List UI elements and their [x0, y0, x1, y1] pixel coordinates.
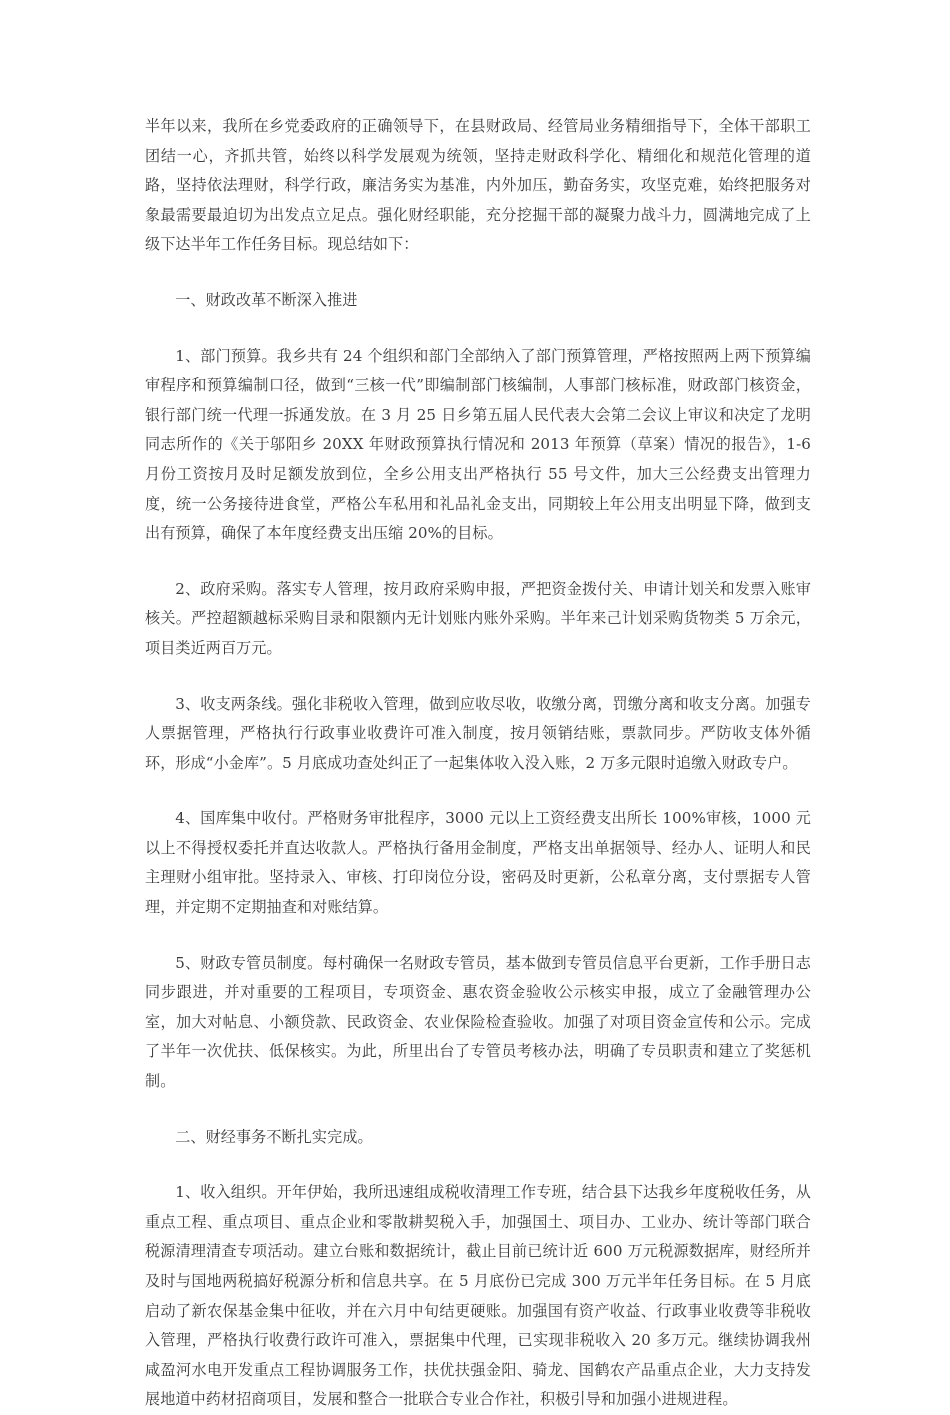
paragraph-item-1-5: 5、财政专管员制度。每村确保一名财政专管员，基本做到专管员信息平台更新，工作手册日志同步跟进，并对重要的工程项目，专项资金、惠农资金验收公示核实申报，成立了金融管理办公室，加大对帖息、小额贷款、民政资金、农业保险检查验收。加强了对项目资金宣传和公示。完成了半年一次优扶、低保核实。为此，所里出台了专管员考核办法，明确了专员职责和建立了奖惩机制。	[145, 953, 811, 1091]
paragraph-item-1-1: 1、部门预算。我乡共有 24 个组织和部门全部纳入了部门预算管理，严格按照两上两下预算编审程序和预算编制口径，做到“三核一代”即编制部门核编制，人事部门核标准，财政部门核资金，银行部门统一代理一拆通发放。在 3 月 25 日乡第五届人民代表大会第二会议上审议和决定了龙明同志所作的《关于邬阳乡 20XX 年财政预算执行情况和 2013 年预算（草案）情况的报告》，1-6 月份工资按月及时足额发放到位，全乡公用支出严格执行 55 号文件，加大三公经费支出管理力度，统一公务接待进食堂，严格公车私用和礼品礼金支出，同期较上年公用支出明显下降，做到支出有预算，确保了本年度经费支出压缩 20%的目标。	[145, 346, 811, 543]
document-body	[145, 112, 811, 1415]
paragraph-item-1-2: 2、政府采购。落实专人管理，按月政府采购申报，严把资金拨付关、申请计划关和发票入账审核关。严控超额越标采购目录和限额内无计划账内账外采购。半年来己计划采购货物类 5 万余元，项目类近两百万元。	[145, 579, 811, 657]
paragraph-item-1-3: 3、收支两条线。强化非税收入管理，做到应收尽收，收缴分离，罚缴分离和收支分离。加强专人票据管理，严格执行行政事业收费许可准入制度，按月领销结账，票款同步。严防收支体外循环，形成“小金库”。5 月底成功查处纠正了一起集体收入没入账，2 万多元限时追缴入财政专户。	[145, 694, 811, 772]
paragraph-lead: 半年以来，我所在乡党委政府的正确领导下，在县财政局、经管局业务精细指导下，全体干部职工团结一心，齐抓共管，始终以科学发展观为统领，坚持走财政科学化、精细化和规范化管理的道路，坚持依法理财，科学行政，廉洁务实为基准，内外加压，勤奋务实，攻坚克难，始终把服务对象最需要最迫切为出发点立足点。强化财经职能，充分挖掘干部的凝聚力战斗力，圆满地完成了上级下达半年工作任务目标。现总结如下：	[145, 117, 811, 254]
paragraph-item-2-1: 1、收入组织。开年伊始，我所迅速组成税收清理工作专班，结合县下达我乡年度税收任务，从重点工程、重点项目、重点企业和零散耕契税入手，加强国土、项目办、工业办、统计等部门联合税源清理清查专项活动。建立台账和数据统计，截止目前已统计近 600 万元税源数据库，财经所并及时与国地两税搞好税源分析和信息共享。在 5 月底份已完成 300 万元半年任务目标。在 5 月底启动了新农保基金集中征收，并在六月中旬结更硬账。加强国有资产收益、行政事业收费等非税收入管理，严格执行收费行政许可准入，票据集中代理，已实现非税收入 20 多万元。继续协调我州咸盈河水电开发重点工程协调服务工作，扶优扶强金阳、骑龙、国鹤农产品重点企业，大力支持发展地道中药材招商项目，发展和整合一批联合专业合作社，积极引导和加强小进规进程。	[145, 1183, 811, 1409]
section-heading-two: 二、财经事务不断扎实完成。	[175, 1127, 373, 1146]
section-heading-one: 一、财政改革不断深入推进	[175, 290, 358, 309]
paragraph-item-1-4: 4、国库集中收付。严格财务审批程序，3000 元以上工资经费支出所长 100%审核，1000 元以上不得授权委托并直达收款人。严格执行备用金制度，严格支出单据领导、经办人、证明人和民主理财小组审批。坚持录入、审核、打印岗位分设，密码及时更新，公私章分离，支付票据专人管理，并定期不定期抽查和对账结算。	[145, 809, 811, 917]
